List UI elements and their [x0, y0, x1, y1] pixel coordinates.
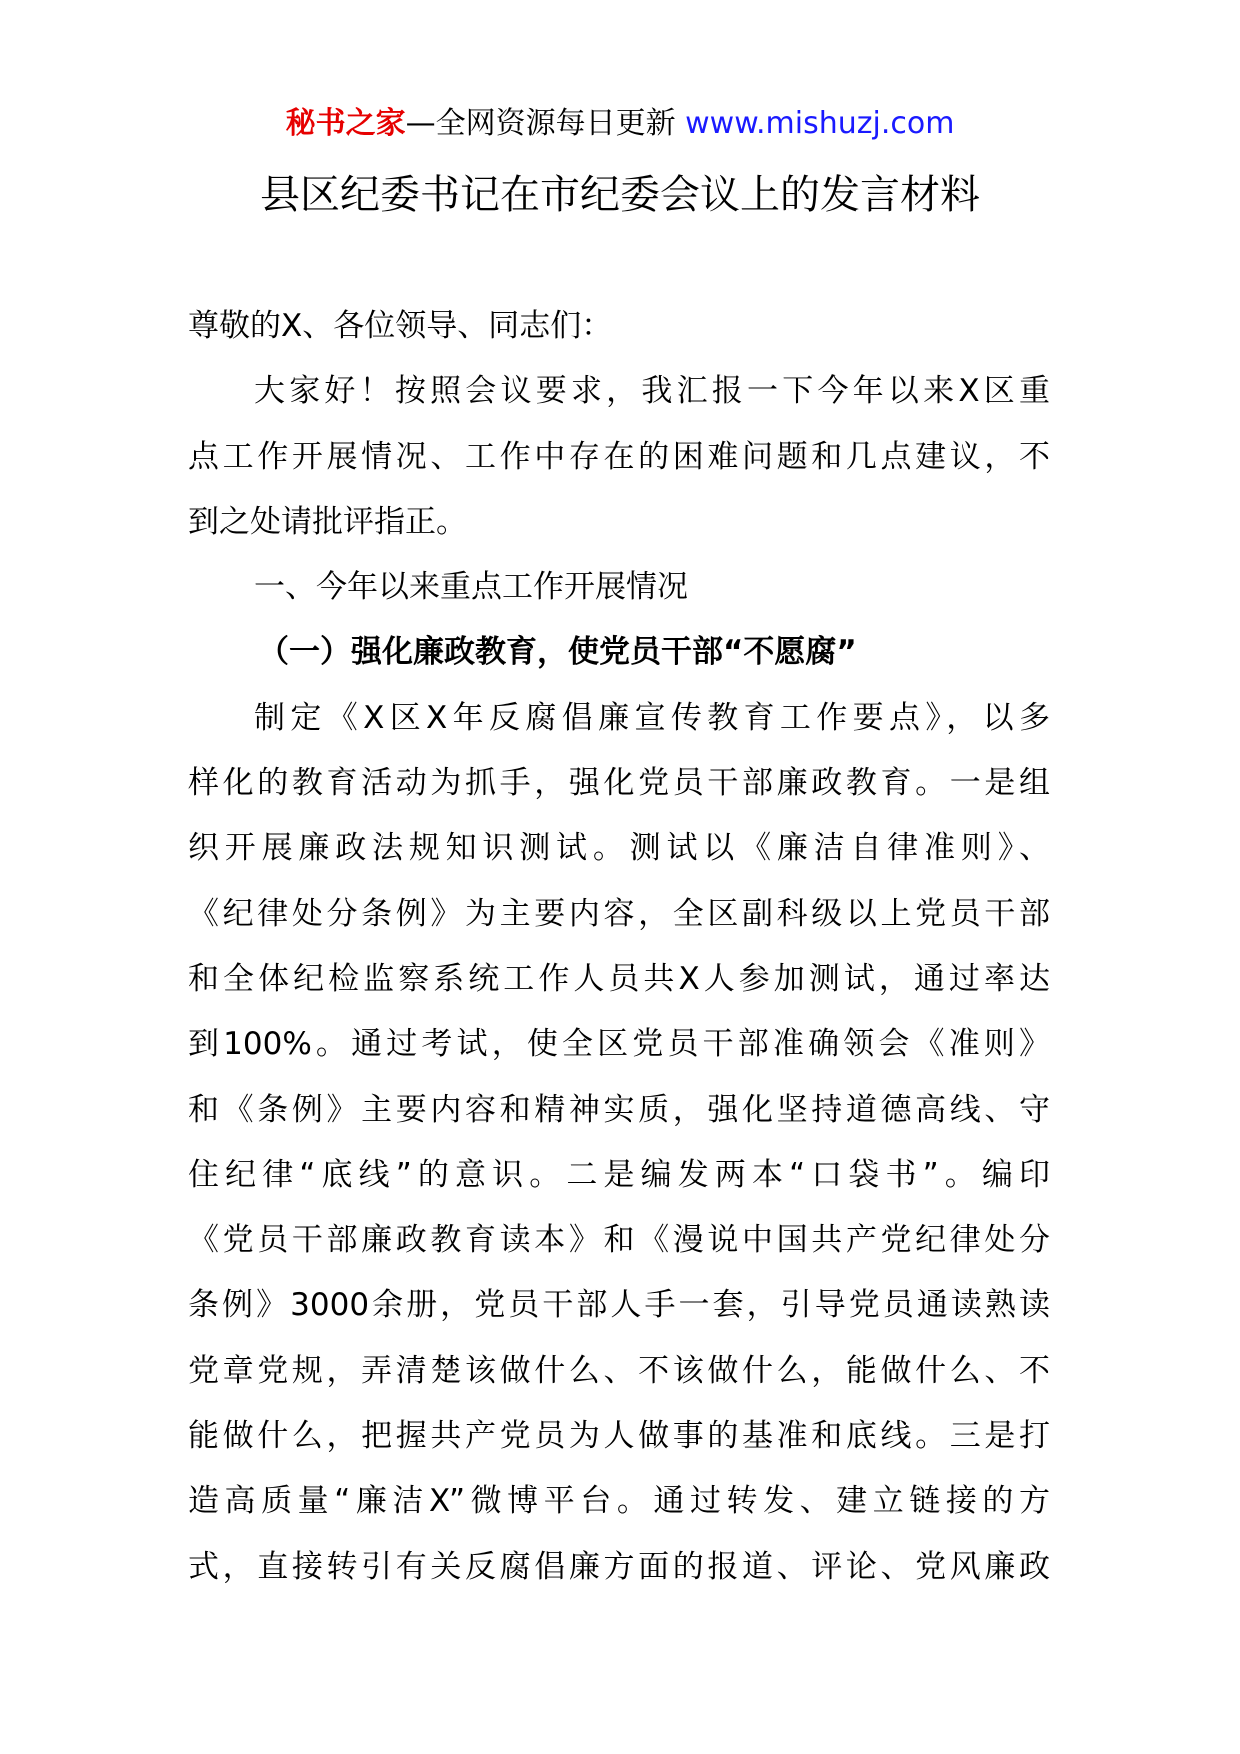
- subsection-heading: （一）强化廉政教育，使党员干部“不愿腐”: [258, 634, 857, 671]
- paragraph-line: 制定《X区X年反腐倡廉宣传教育工作要点》，以多: [254, 699, 1050, 736]
- paragraph-line: 和全体纪检监察系统工作人员共X人参加测试，通过率达: [188, 960, 1050, 997]
- site-tagline: —全网资源每日更新: [405, 106, 676, 141]
- salutation-line: 尊敬的X、各位领导、同志们：: [188, 308, 613, 344]
- paragraph-line: 样化的教育活动为抓手，强化党员干部廉政教育。一是组: [188, 765, 1050, 802]
- document-title: 县区纪委书记在市纪委会议上的发言材料: [260, 172, 980, 218]
- document-body: [188, 294, 1050, 1600]
- site-brand: 秘书之家: [285, 106, 406, 141]
- paragraph-line: 党章党规，弄清楚该做什么、不该做什么，能做什么、不: [188, 1352, 1050, 1389]
- paragraph-line: 织开展廉政法规知识测试。测试以《廉洁自律准则》、: [188, 830, 1050, 867]
- paragraph-line: 和《条例》主要内容和精神实质，强化坚持道德高线、守: [188, 1091, 1050, 1128]
- paragraph-line: 点工作开展情况、工作中存在的困难问题和几点建议，不: [188, 438, 1050, 475]
- site-header: [0, 104, 1240, 144]
- paragraph-line: 造高质量“廉洁X”微博平台。通过转发、建立链接的方: [188, 1483, 1050, 1520]
- paragraph-line: 到100%。通过考试，使全区党员干部准确领会《准则》: [188, 1026, 1050, 1063]
- section-heading: 一、今年以来重点工作开展情况: [254, 569, 688, 606]
- paragraph-line: 《党员干部廉政教育读本》和《漫说中国共产党纪律处分: [188, 1222, 1050, 1259]
- paragraph-line: 能做什么，把握共产党员为人做事的基准和底线。三是打: [188, 1418, 1050, 1455]
- paragraph-line: 《纪律处分条例》为主要内容，全区副科级以上党员干部: [188, 895, 1050, 932]
- paragraph-line: 式，直接转引有关反腐倡廉方面的报道、评论、党风廉政: [188, 1548, 1050, 1585]
- paragraph-line: 条例》3000余册，党员干部人手一套，引导党员通读熟读: [188, 1287, 1050, 1324]
- paragraph-line: 到之处请批评指正。: [188, 503, 467, 540]
- paragraph-line: 住纪律“底线”的意识。二是编发两本“口袋书”。编印: [188, 1156, 1050, 1193]
- paragraph-line: 大家好！按照会议要求，我汇报一下今年以来X区重: [254, 373, 1050, 410]
- site-url-link[interactable]: www.mishuzj.com: [685, 106, 955, 141]
